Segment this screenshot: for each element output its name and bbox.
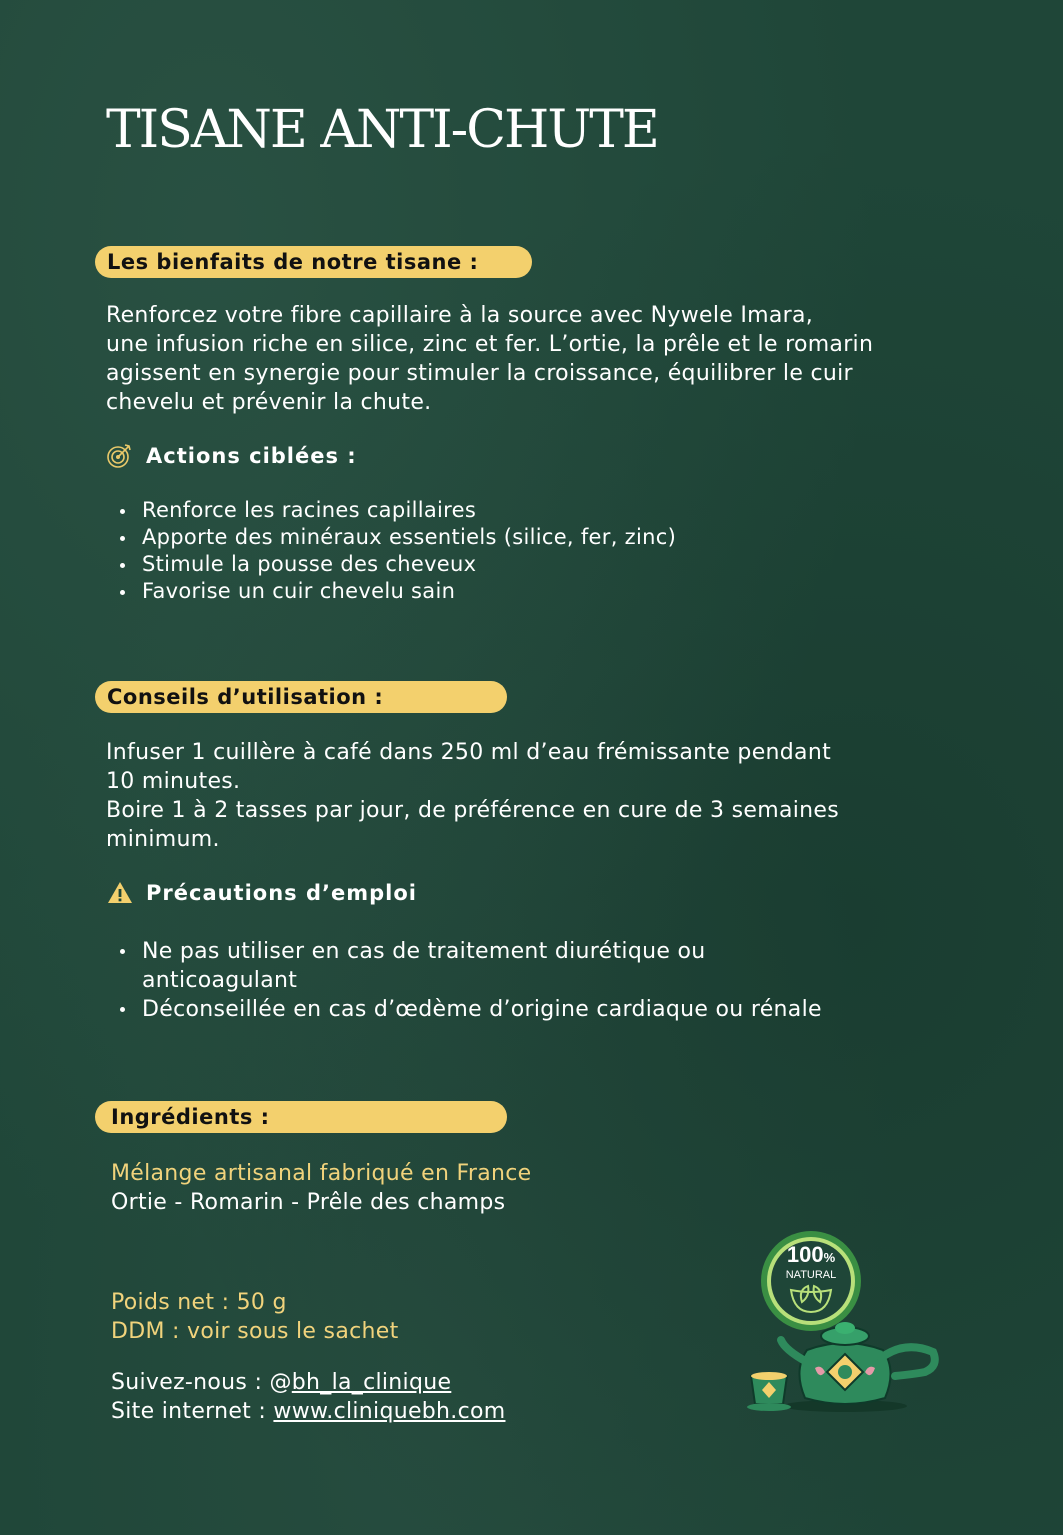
ingredients-heading: Ingrédients : (95, 1101, 507, 1133)
usage-line: 10 minutes. (106, 769, 241, 794)
list-item: Favorise un cuir chevelu sain (106, 578, 676, 605)
ddm-note: DDM : voir sous le sachet (111, 1319, 399, 1344)
benefits-line: une infusion riche en silice, zinc et fer. L’ortie, la prêle et le romarin (106, 332, 874, 357)
follow-label: Suivez-nous : @ (111, 1370, 292, 1395)
actions-list (106, 497, 676, 605)
page-title: TISANE ANTI-CHUTE (106, 100, 658, 160)
badge-number: 100 (786, 1242, 824, 1267)
actions-heading-label: Actions ciblées : (146, 444, 357, 468)
warning-icon (106, 880, 134, 906)
benefits-line: chevelu et prévenir la chute. (106, 390, 432, 415)
badge-label: NATURAL (785, 1269, 837, 1281)
precautions-list (106, 937, 822, 1024)
list-item-line: anticoagulant (142, 968, 298, 993)
usage-text (106, 738, 839, 854)
target-icon (106, 442, 134, 470)
list-item (106, 937, 822, 995)
usage-line: Infuser 1 cuillère à café dans 250 ml d’eau frémissante pendant (106, 740, 831, 765)
badge-percent: % (823, 1250, 836, 1265)
benefits-line: Renforcez votre fibre capillaire à la source avec Nywele Imara, (106, 303, 814, 328)
list-item: Stimule la pousse des cheveux (106, 551, 676, 578)
product-info (111, 1288, 399, 1346)
benefits-heading: Les bienfaits de notre tisane : (95, 246, 532, 278)
instagram-link[interactable]: bh_la_clinique (291, 1370, 452, 1395)
list-item-line: Déconseillée en cas d’œdème d’origine cardiaque ou rénale (142, 997, 822, 1022)
ingredients-list: Ortie - Romarin - Prêle des champs (111, 1190, 506, 1215)
list-item: Renforce les racines capillaires (106, 497, 676, 524)
list-item: Apporte des minéraux essentiels (silice, fer, zinc) (106, 524, 676, 551)
website-link[interactable]: www.cliniquebh.com (273, 1399, 506, 1424)
net-weight: Poids net : 50 g (111, 1290, 287, 1315)
usage-line: minimum. (106, 827, 220, 852)
list-item (106, 995, 822, 1024)
precautions-heading-label: Précautions d’emploi (146, 881, 417, 905)
site-label: Site internet : (111, 1399, 274, 1424)
social-links (111, 1368, 505, 1426)
ingredients-text (111, 1159, 532, 1217)
usage-heading: Conseils d’utilisation : (95, 681, 507, 713)
usage-line: Boire 1 à 2 tasses par jour, de préférence en cure de 3 semaines (106, 798, 840, 823)
precautions-heading (106, 880, 417, 906)
list-item-line: Ne pas utiliser en cas de traitement diurétique ou (142, 939, 706, 964)
actions-heading (106, 442, 357, 470)
teapot-icon (745, 1310, 945, 1415)
benefits-line: agissent en synergie pour stimuler la croissance, équilibrer le cuir (106, 361, 853, 386)
ingredients-origin: Mélange artisanal fabriqué en France (111, 1161, 532, 1186)
benefits-text (106, 301, 873, 417)
